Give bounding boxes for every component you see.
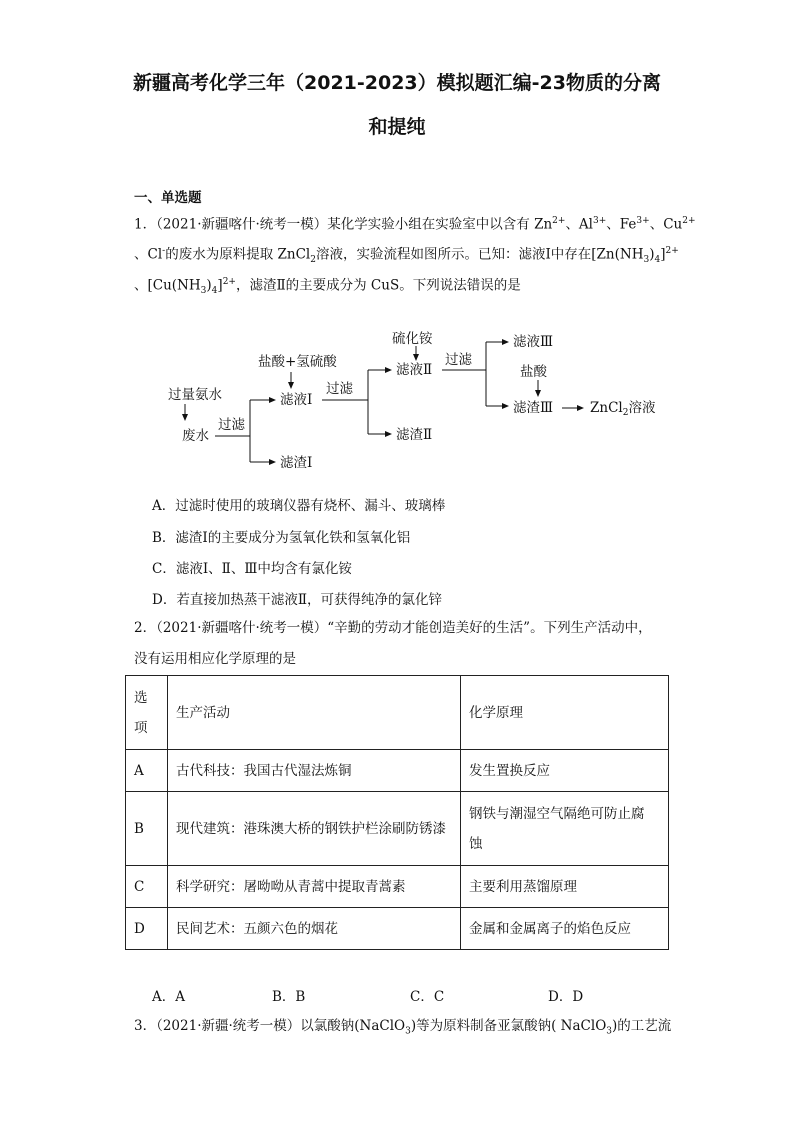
table-row bbox=[126, 750, 669, 792]
label-excess-ammonia: 过量氨水 bbox=[168, 387, 222, 403]
row-activity: 民间艺术：五颜六色的烟花 bbox=[168, 908, 461, 950]
row-option: D bbox=[126, 908, 168, 950]
label-filter-3: 过滤 bbox=[445, 352, 472, 368]
row-principle: 主要利用蒸馏原理 bbox=[461, 866, 669, 908]
q2-answer-a[interactable]: A．A bbox=[152, 989, 185, 1005]
header-principle: 化学原理 bbox=[461, 676, 669, 750]
label-filtrate-1: 滤液Ⅰ bbox=[280, 392, 313, 408]
label-filtrate-3: 滤液Ⅲ bbox=[513, 334, 554, 350]
q1-stem-line2: 、Cl-的废水为原料提取 ZnCl$_2$溶液，实验流程如图所示。已知：滤液Ⅰ中存在$[Zn(NH_3)_4]^{2+}$ bbox=[134, 246, 679, 266]
row-option: A bbox=[126, 750, 168, 792]
label-wastewater: 废水 bbox=[182, 428, 209, 444]
label-hcl: 盐酸 bbox=[520, 364, 547, 380]
header-option: 选 项 bbox=[126, 676, 168, 750]
row-principle: 金属和金属离子的焰色反应 bbox=[461, 908, 669, 950]
row-option: B bbox=[126, 792, 168, 866]
q1-option-c[interactable]: C．滤液Ⅰ、Ⅱ、Ⅲ中均含有氯化铵 bbox=[152, 561, 352, 577]
q1-option-d[interactable]: D．若直接加热蒸干滤液Ⅱ，可获得纯净的氯化锌 bbox=[152, 592, 442, 608]
document-title-line1: 新疆高考化学三年（2021-2023）模拟题汇编-23物质的分离 bbox=[133, 72, 661, 94]
label-filtrate-2: 滤液Ⅱ bbox=[396, 362, 433, 378]
label-filter-1: 过滤 bbox=[218, 417, 245, 433]
label-ammonium-sulfide: 硫化铵 bbox=[392, 331, 433, 347]
q2-stem-line1: 2．（2021·新疆喀什·统考一模）“辛勤的劳动才能创造美好的生活”。下列生产活动中， bbox=[134, 620, 652, 636]
label-hcl-h2s: 盐酸+氢硫酸 bbox=[258, 354, 337, 370]
row-activity: 现代建筑：港珠澳大桥的钢铁护栏涂刷防锈漆 bbox=[168, 792, 461, 866]
table-row bbox=[126, 908, 669, 950]
q1-stem-line3: 、$[Cu(NH_3)_4]^{2+}$，滤渣Ⅱ的主要成分为 CuS。下列说法错误的是 bbox=[134, 277, 521, 297]
process-flow-diagram bbox=[160, 326, 660, 476]
header-activity: 生产活动 bbox=[168, 676, 461, 750]
document-title-line2: 和提纯 bbox=[368, 116, 426, 138]
q2-answer-d[interactable]: D．D bbox=[548, 989, 584, 1005]
label-residue-1: 滤渣Ⅰ bbox=[280, 455, 313, 471]
label-residue-3: 滤渣Ⅲ bbox=[513, 400, 554, 416]
row-activity: 科学研究：屠呦呦从青蒿中提取青蒿素 bbox=[168, 866, 461, 908]
label-zncl2-solution: ZnCl$_2$溶液 bbox=[590, 400, 656, 418]
q3-stem-line1: 3．（2021·新疆·统考一模）以氯酸钠(NaClO$_3$)等为原料制备亚氯酸钠( NaClO$_3$)的工艺流 bbox=[134, 1018, 672, 1037]
q1-option-a[interactable]: A．过滤时使用的玻璃仪器有烧杯、漏斗、玻璃棒 bbox=[152, 498, 446, 514]
label-residue-2: 滤渣Ⅱ bbox=[396, 427, 433, 443]
row-activity: 古代科技：我国古代湿法炼铜 bbox=[168, 750, 461, 792]
row-option: C bbox=[126, 866, 168, 908]
table-row bbox=[126, 866, 669, 908]
q1-option-b[interactable]: B．滤渣Ⅰ的主要成分为氢氧化铁和氢氧化铝 bbox=[152, 530, 411, 546]
section-heading: 一、单选题 bbox=[134, 190, 202, 206]
q2-answer-b[interactable]: B．B bbox=[272, 989, 306, 1005]
q2-options-table bbox=[125, 675, 669, 950]
q2-answer-c[interactable]: C．C bbox=[410, 989, 445, 1005]
label-filter-2: 过滤 bbox=[326, 381, 353, 397]
row-principle: 发生置换反应 bbox=[461, 750, 669, 792]
q1-stem-line1: 1．（2021·新疆喀什·统考一模）某化学实验小组在实验室中以含有 $Zn^{2+}$、$Al^{3+}$、$Fe^{3+}$、$Cu^{2+}$ bbox=[134, 216, 696, 233]
row-principle: 钢铁与潮湿空气隔绝可防止腐 蚀 bbox=[461, 792, 669, 866]
table-row bbox=[126, 792, 669, 866]
table-header-row bbox=[126, 676, 669, 750]
q2-stem-line2: 没有运用相应化学原理的是 bbox=[134, 651, 296, 667]
